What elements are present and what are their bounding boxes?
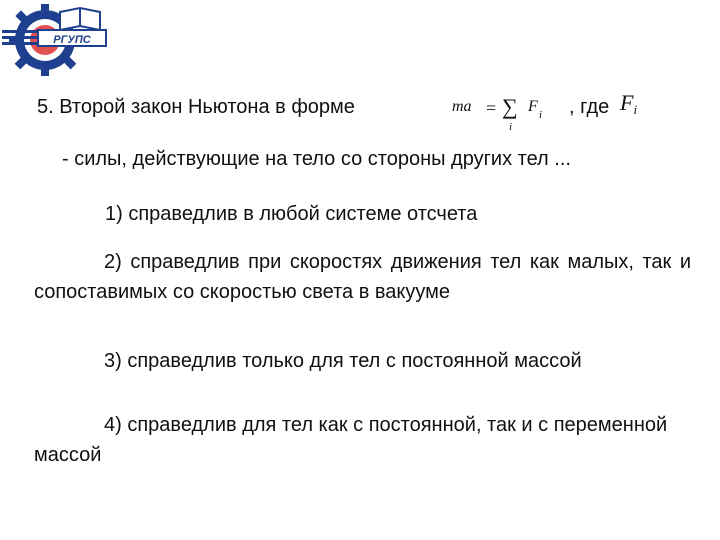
option-2: 2) справедлив при скоростях движения тел как малых, так и сопоставимых со скоростью света в вакууме bbox=[34, 251, 691, 303]
rgups-emblem-icon bbox=[0, 0, 110, 80]
force-subscript: i bbox=[633, 102, 638, 117]
option-4: 4) справедлив для тел как с постоянной, так и с переменной массой bbox=[34, 414, 668, 466]
university-logo bbox=[0, 0, 110, 80]
newton-formula bbox=[452, 94, 562, 140]
force-variable bbox=[620, 90, 637, 116]
force-symbol: F bbox=[620, 90, 634, 115]
formula-term-subscript: i bbox=[539, 109, 543, 121]
question-continuation: - силы, действующие на тело со стороны других тел ... bbox=[62, 148, 571, 170]
question-text: 5. Второй закон Ньютона в форме bbox=[37, 96, 355, 118]
where-text: , где bbox=[569, 96, 610, 118]
formula-term: F bbox=[528, 98, 538, 115]
logo-text: РГУПС bbox=[53, 34, 91, 46]
sum-symbol: ∑ bbox=[502, 94, 518, 119]
sum-index: i bbox=[509, 121, 513, 133]
formula-lhs: ma bbox=[452, 98, 472, 115]
option-3: 3) справедлив только для тел с постоянной массой bbox=[104, 350, 582, 372]
option-1: 1) справедлив в любой системе отсчета bbox=[105, 203, 478, 225]
formula-equals: = bbox=[486, 98, 497, 118]
